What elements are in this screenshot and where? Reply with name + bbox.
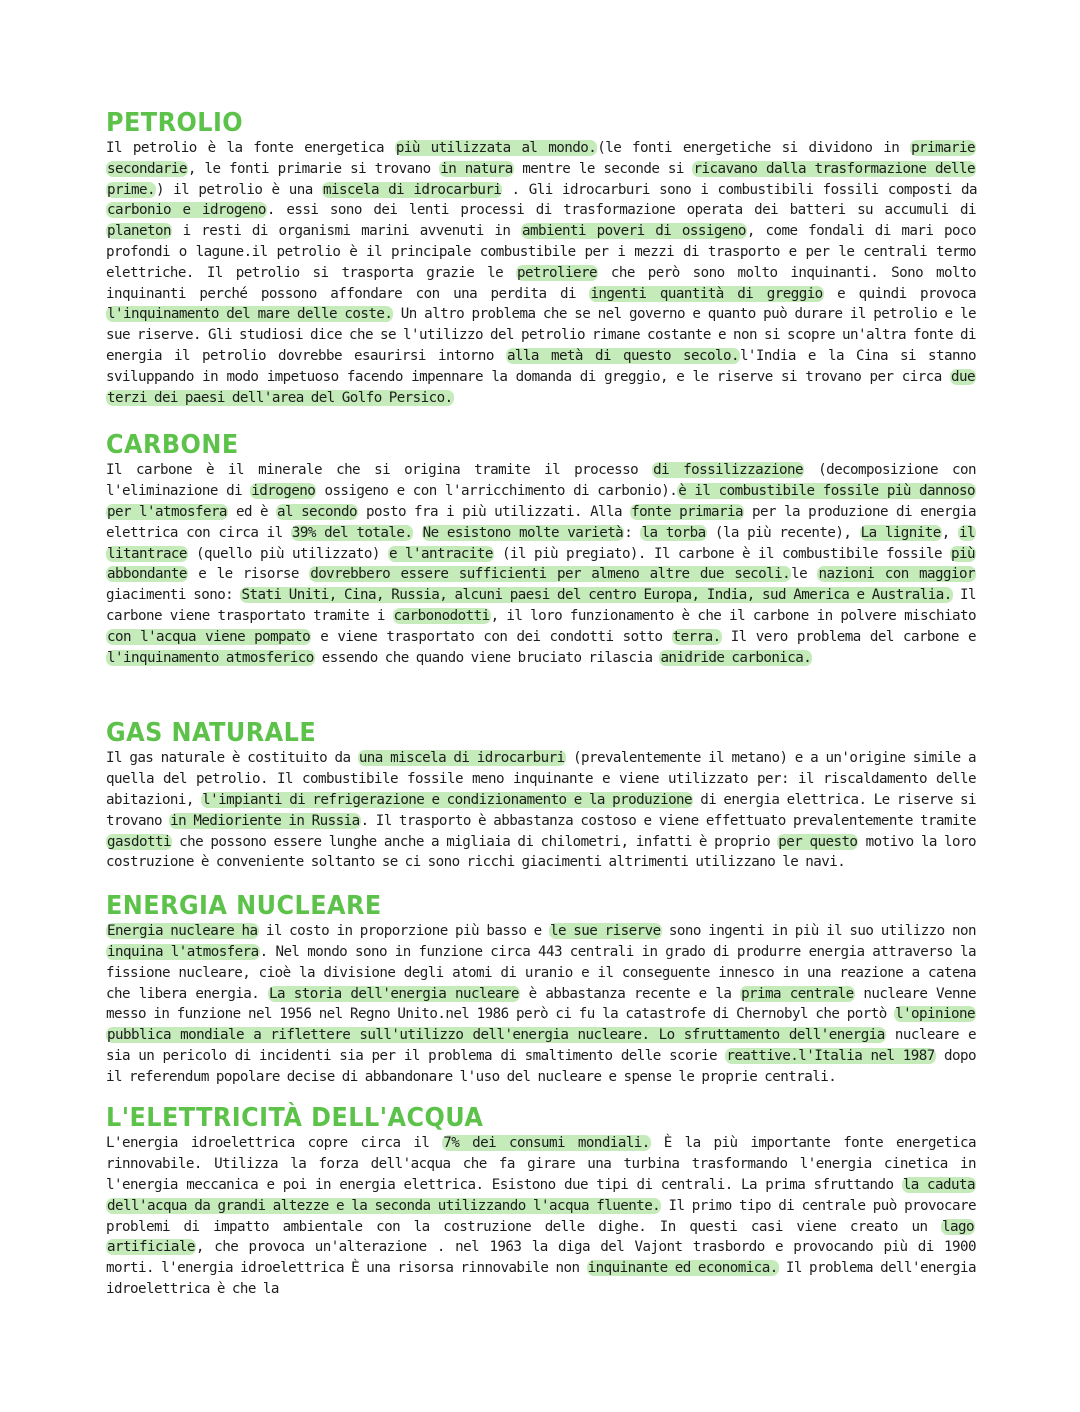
highlighted-text: alla metà di questo secolo. xyxy=(506,347,739,364)
section-paragraph xyxy=(106,921,976,1087)
section-paragraph xyxy=(106,748,976,873)
body-text: mentre le seconde si xyxy=(513,160,693,177)
body-text: nucleare Venne messo in funzione nel 1956 nel Regno Unito.nel 1986 però ci fu la catastrofe di Chernobyl che portò xyxy=(106,985,976,1023)
highlighted-text: le sue riserve xyxy=(549,923,661,940)
highlighted-text: la torba xyxy=(641,524,706,541)
highlighted-text: ambienti poveri di ossigeno xyxy=(522,223,746,240)
section-heading: GAS NATURALE xyxy=(106,718,317,749)
section-heading: ENERGIA NUCLEARE xyxy=(106,891,382,922)
highlighted-text: e l'antracite xyxy=(388,545,493,562)
section-heading: L'ELETTRICITÀ DELL'ACQUA xyxy=(106,1103,484,1134)
highlighted-text: più abbondante xyxy=(107,545,975,583)
body-text: Il petrolio è la fonte energetica xyxy=(106,140,395,156)
body-text: Il vero problema del carbone e xyxy=(721,628,976,645)
body-text: . Il trasporto è abbastanza costoso e viene effettuato prevalentemente tramite xyxy=(360,812,976,829)
body-text: dopo il referendum popolare decise di abbandonare l'uso del nucleare e spense le proprie centrali. xyxy=(106,1047,976,1085)
body-text: Il carbone è il minerale che si origina tramite il processo xyxy=(106,462,653,479)
body-text: il costo in proporzione più basso e xyxy=(258,923,549,940)
body-text: . Gli idrocarburi sono i combustibili fossili composti da xyxy=(502,181,977,198)
highlighted-text: una miscela di idrocarburi xyxy=(358,750,565,767)
body-text: e le risorse xyxy=(187,566,310,583)
body-text: Il gas naturale è costituito da xyxy=(106,750,358,767)
highlighted-text: planeton xyxy=(107,223,171,240)
highlighted-text: Ne esistono molte varietà xyxy=(422,524,624,541)
highlighted-text: La storia dell'energia nucleare xyxy=(269,985,519,1002)
body-text: (quello più utilizzato) xyxy=(187,545,388,562)
section-carbone xyxy=(106,430,976,668)
section-petrolio xyxy=(106,108,976,408)
body-text: , xyxy=(941,524,959,541)
highlighted-text: l'impianti di refrigerazione e condizionamento e la produzione xyxy=(202,791,693,808)
body-text: le xyxy=(791,566,818,583)
highlighted-text: gasdotti xyxy=(107,833,171,850)
body-text: Un altro problema che se nel governo e quanto può durare il petrolio e le sue riserve. Gli studiosi dice che se l'utilizzo del petrolio rimane costante e non si scopre un'altra fonte di energia il petrolio dovrebbe esaurirsi intorno xyxy=(106,306,976,364)
highlighted-text: per questo xyxy=(778,833,858,850)
body-text: , le fonti primarie si trovano xyxy=(187,160,440,177)
highlighted-text: miscela di idrocarburi xyxy=(323,181,502,198)
body-text: l'India e la Cina si stanno sviluppando in modo impetuoso facendo impennare la domanda di greggio, e le riserve si trovano per circa xyxy=(106,347,976,385)
body-text: che possono essere lunghe anche a migliaia di chilometri, infatti è proprio xyxy=(171,833,778,850)
body-text: posto fra i più utilizzati. Alla xyxy=(358,503,631,520)
highlighted-text: inquinante ed economica. xyxy=(587,1260,778,1277)
highlighted-text: idrogeno xyxy=(251,483,316,500)
body-text: : xyxy=(624,524,641,541)
section-elettricita-acqua xyxy=(106,1103,976,1299)
body-text: ) il petrolio è una xyxy=(155,181,322,198)
highlighted-text: in natura xyxy=(440,160,513,177)
body-text: nucleare e sia un pericolo di incidenti sia per il problema di smaltimento delle scorie xyxy=(106,1027,976,1064)
body-text: (le fonti energetiche si dividono in xyxy=(597,140,911,156)
body-text: Il problema dell'energia idroelettrica è che la xyxy=(106,1260,976,1298)
body-text: di energia elettrica. Le riserve si trovano xyxy=(106,791,976,829)
body-text: L'energia idroelettrica copre circa il xyxy=(106,1135,443,1152)
body-text: giacimenti sono: xyxy=(106,587,241,604)
highlighted-text: il litantrace xyxy=(107,524,976,562)
highlighted-text: di fossilizzazione xyxy=(653,462,804,479)
body-text: , il loro funzionamento è che il carbone in polvere mischiato xyxy=(490,607,976,624)
highlighted-text: ingenti quantità di greggio xyxy=(590,285,823,302)
body-text: , che provoca un'alterazione . nel 1963 la diga del Vajont trasbordo e provocando più di 1900 morti. l'energia idroelettrica È una risorsa rinnovabile non xyxy=(106,1239,976,1277)
highlighted-text: nazioni con maggior xyxy=(818,566,976,583)
highlighted-text: primarie secondarie xyxy=(107,140,975,177)
body-text: ed è xyxy=(227,503,277,520)
body-text: (il più pregiato). Il carbone è il combustibile fossile xyxy=(493,545,951,562)
body-text: sono ingenti in più il suo utilizzo non xyxy=(661,923,976,940)
body-text: . Nel mondo sono in funzione circa 443 centrali in grado di produrre energia attraverso la fissione nucleare, cioè la divisione degli atomi di uranio e il conseguente innesco in una reazione a catena che libera energia. xyxy=(106,943,977,1002)
section-heading: PETROLIO xyxy=(106,108,244,138)
body-text: Il carbone viene trasportato tramite i xyxy=(106,587,977,624)
section-heading: CARBONE xyxy=(106,430,239,461)
highlighted-text: in Medioriente in Russia xyxy=(170,812,360,829)
highlighted-text: terra. xyxy=(672,628,721,645)
highlighted-text: con l'acqua viene pompato xyxy=(107,628,311,645)
highlighted-text: fonte primaria xyxy=(631,503,744,520)
body-text: , come fondali di mari poco profondi o lagune.il petrolio è il principale combustibile per i mezzi di trasporto e per le centrali termo elettriche. Il petrolio si trasporta grazie le xyxy=(106,223,976,281)
highlighted-text: prima centrale xyxy=(741,985,854,1002)
highlighted-text: ricavano dalla trasformazione delle prime. xyxy=(107,160,975,198)
body-text: ossigeno e con l'arricchimento di carbonio). xyxy=(316,483,678,500)
body-text: motivo la loro costruzione è conveniente soltanto se ci sono ricchi giacimenti altrimenti utilizzano le navi. xyxy=(106,833,977,871)
body-text: e viene trasportato con dei condotti sotto xyxy=(311,628,672,645)
body-text: . essi sono dei lenti processi di trasformazione operata dei batteri su accumuli di xyxy=(266,202,976,219)
highlighted-text: l'inquinamento del mare delle coste. xyxy=(107,306,393,323)
highlighted-text: l'inquinamento atmosferico xyxy=(107,649,314,666)
body-text xyxy=(413,525,421,541)
highlighted-text: è il combustibile fossile più dannoso per l'atmosfera xyxy=(107,483,975,520)
body-text: i resti di organismi marini avvenuti in xyxy=(171,223,522,240)
highlighted-text: carbonodotti xyxy=(393,607,490,624)
section-paragraph xyxy=(106,138,976,408)
highlighted-text: reattive.l'Italia nel 1987 xyxy=(726,1047,935,1064)
highlighted-text: La lignite xyxy=(860,524,941,541)
highlighted-text: al secondo xyxy=(277,503,358,520)
section-gas-naturale xyxy=(106,718,976,873)
highlighted-text: inquina l'atmosfera xyxy=(107,943,259,960)
body-text: Il primo tipo di centrale può provocare problemi di impatto ambientale con la costruzione delle dighe. In questi casi viene creato un xyxy=(106,1197,976,1235)
section-paragraph xyxy=(106,1133,976,1299)
body-text: (la più recente), xyxy=(706,524,860,541)
body-text: (prevalentemente il metano) e a un'origine simile a quella del petrolio. Il combustibile fossile meno inquinante e viene utilizzato per: il riscaldamento delle abitazioni, xyxy=(106,750,976,808)
highlighted-text: 39% del totale. xyxy=(291,524,413,541)
section-energia-nucleare xyxy=(106,891,976,1087)
body-text: è abbastanza recente e la xyxy=(519,985,741,1002)
body-text: essendo che quando viene bruciato rilascia xyxy=(314,649,660,666)
highlighted-text: Energia nucleare ha xyxy=(107,923,258,940)
body-text: che però sono molto inquinanti. Sono molto inquinanti perché possono affondare con una perdita di xyxy=(106,264,977,302)
body-text: È la più importante fonte energetica rinnovabile. Utilizza la forza dell'acqua che fa girare una turbina trasformando l'energia cinetica in l'energia meccanica e poi in energia elettrica. Esistono due tipi di centrali. La prima sfruttando xyxy=(106,1135,976,1194)
highlighted-text: 7% dei consumi mondiali. xyxy=(443,1135,650,1152)
highlighted-text: più utilizzata al mondo. xyxy=(395,140,597,156)
body-text: e quindi provoca xyxy=(823,285,976,302)
highlighted-text: petroliere xyxy=(517,264,597,281)
highlighted-text: due terzi dei paesi dell'area del Golfo Persico. xyxy=(107,368,975,406)
section-paragraph xyxy=(106,460,976,668)
highlighted-text: la caduta dell'acqua da grandi altezze e la seconda utilizzando l'acqua fluente. xyxy=(107,1177,975,1214)
highlighted-text: l'opinione pubblica mondiale a riflettere sull'utilizzo dell'energia nucleare. Lo sfruttamento dell'energia xyxy=(107,1006,975,1044)
highlighted-text: anidride carbonica. xyxy=(660,649,812,666)
highlighted-text: Stati Uniti, Cina, Russia, alcuni paesi del centro Europa, India, sud America e Australia. xyxy=(241,587,952,604)
highlighted-text: lago artificiale xyxy=(107,1218,974,1256)
body-text: (decomposizione con l'eliminazione di xyxy=(106,462,976,500)
highlighted-text: carbonio e idrogeno xyxy=(107,202,266,219)
body-text: per la produzione di energia elettrica con circa il xyxy=(106,503,977,541)
highlighted-text: dovrebbero essere sufficienti per almeno altre due secoli. xyxy=(310,566,791,583)
